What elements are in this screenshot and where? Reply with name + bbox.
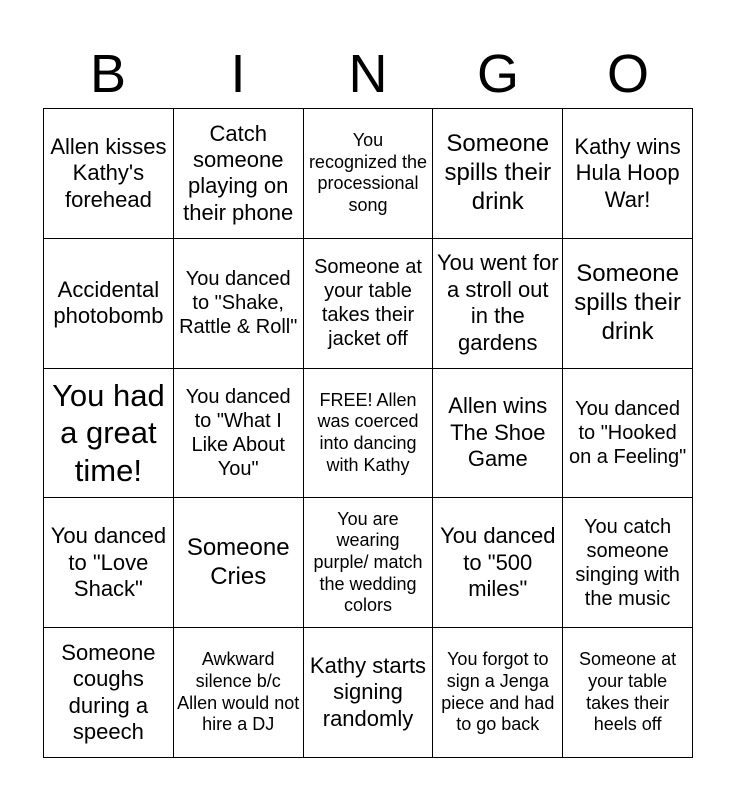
- cell-text: You catch someone singing with the music: [575, 515, 680, 610]
- cell-text: You danced to "Love Shack": [50, 523, 167, 601]
- cell-text: FREE! Allen was coerced into dancing with Kathy: [317, 389, 419, 475]
- cell-text: You danced to "Shake, Rattle & Roll": [179, 268, 298, 339]
- bingo-grid: [43, 108, 693, 758]
- bingo-header: [43, 40, 693, 108]
- cell-text: Someone spills their drink: [574, 260, 681, 345]
- header-letter-o: O: [606, 44, 649, 104]
- cell-text: Someone at your table takes their jacket off: [314, 256, 422, 351]
- cell-text: Allen wins The Shoe Game: [448, 393, 548, 472]
- bingo-cell-r5c2[interactable]: [174, 628, 304, 758]
- cell-text: Someone at your table takes their heels off: [579, 649, 677, 735]
- bingo-cell-r2c3[interactable]: [304, 239, 434, 369]
- cell-text: Catch someone playing on their phone: [183, 120, 294, 225]
- bingo-cell-r5c1[interactable]: [44, 628, 174, 758]
- cell-text: Someone Cries: [186, 533, 290, 590]
- bingo-cell-r5c5[interactable]: [563, 628, 693, 758]
- bingo-cell-r1c3[interactable]: [304, 109, 434, 239]
- bingo-cell-r4c4[interactable]: [433, 498, 563, 628]
- bingo-cell-r4c5[interactable]: [563, 498, 693, 628]
- bingo-cell-r1c4[interactable]: [433, 109, 563, 239]
- cell-text: You danced to "Hooked on a Feeling": [569, 397, 687, 468]
- bingo-cell-r3c4[interactable]: [433, 369, 563, 499]
- header-letter-g: G: [476, 44, 519, 104]
- cell-text: Someone coughs during a speech: [61, 639, 156, 744]
- cell-text: You recognized the processional song: [308, 130, 428, 215]
- bingo-cell-r5c3[interactable]: [304, 628, 434, 758]
- bingo-cell-r4c1[interactable]: [44, 498, 174, 628]
- cell-text: You are wearing purple/ match the wedding colors: [313, 508, 423, 616]
- cell-text: Kathy starts signing randomly: [309, 653, 427, 731]
- cell-text: You danced to "500 miles": [440, 523, 556, 601]
- cell-text: You danced to "What I Like About You": [185, 385, 291, 480]
- bingo-cell-r4c3[interactable]: [304, 498, 434, 628]
- header-letter-n: N: [348, 44, 388, 104]
- bingo-cell-r3c1[interactable]: [44, 369, 174, 499]
- cell-text: Accidental photobomb: [53, 276, 164, 329]
- bingo-cell-r3c2[interactable]: [174, 369, 304, 499]
- bingo-cell-r2c1[interactable]: [44, 239, 174, 369]
- bingo-cell-r1c2[interactable]: [174, 109, 304, 239]
- bingo-cell-r2c2[interactable]: [174, 239, 304, 369]
- header-letter-i: I: [230, 44, 246, 104]
- bingo-cell-r2c4[interactable]: [433, 239, 563, 369]
- bingo-cell-r3c5[interactable]: [563, 369, 693, 499]
- cell-text: You went for a stroll out in the gardens: [437, 250, 559, 355]
- bingo-cell-r5c4[interactable]: [433, 628, 563, 758]
- bingo-cell-r1c5[interactable]: [563, 109, 693, 239]
- cell-text: Someone spills their drink: [444, 130, 552, 215]
- bingo-cell-r1c1[interactable]: [44, 109, 174, 239]
- cell-text: Awkward silence b/c Allen would not hire a DJ: [177, 649, 300, 735]
- bingo-cell-free[interactable]: [304, 369, 434, 499]
- cell-text: Allen kisses Kathy's forehead: [50, 133, 167, 212]
- bingo-cell-r4c2[interactable]: [174, 498, 304, 628]
- header-letter-b: B: [89, 44, 127, 104]
- cell-text: You forgot to sign a Jenga piece and had to go back: [441, 649, 555, 735]
- cell-text: You had a great time!: [52, 378, 165, 488]
- cell-text: Kathy wins Hula Hoop War!: [574, 133, 681, 212]
- bingo-cell-r2c5[interactable]: [563, 239, 693, 369]
